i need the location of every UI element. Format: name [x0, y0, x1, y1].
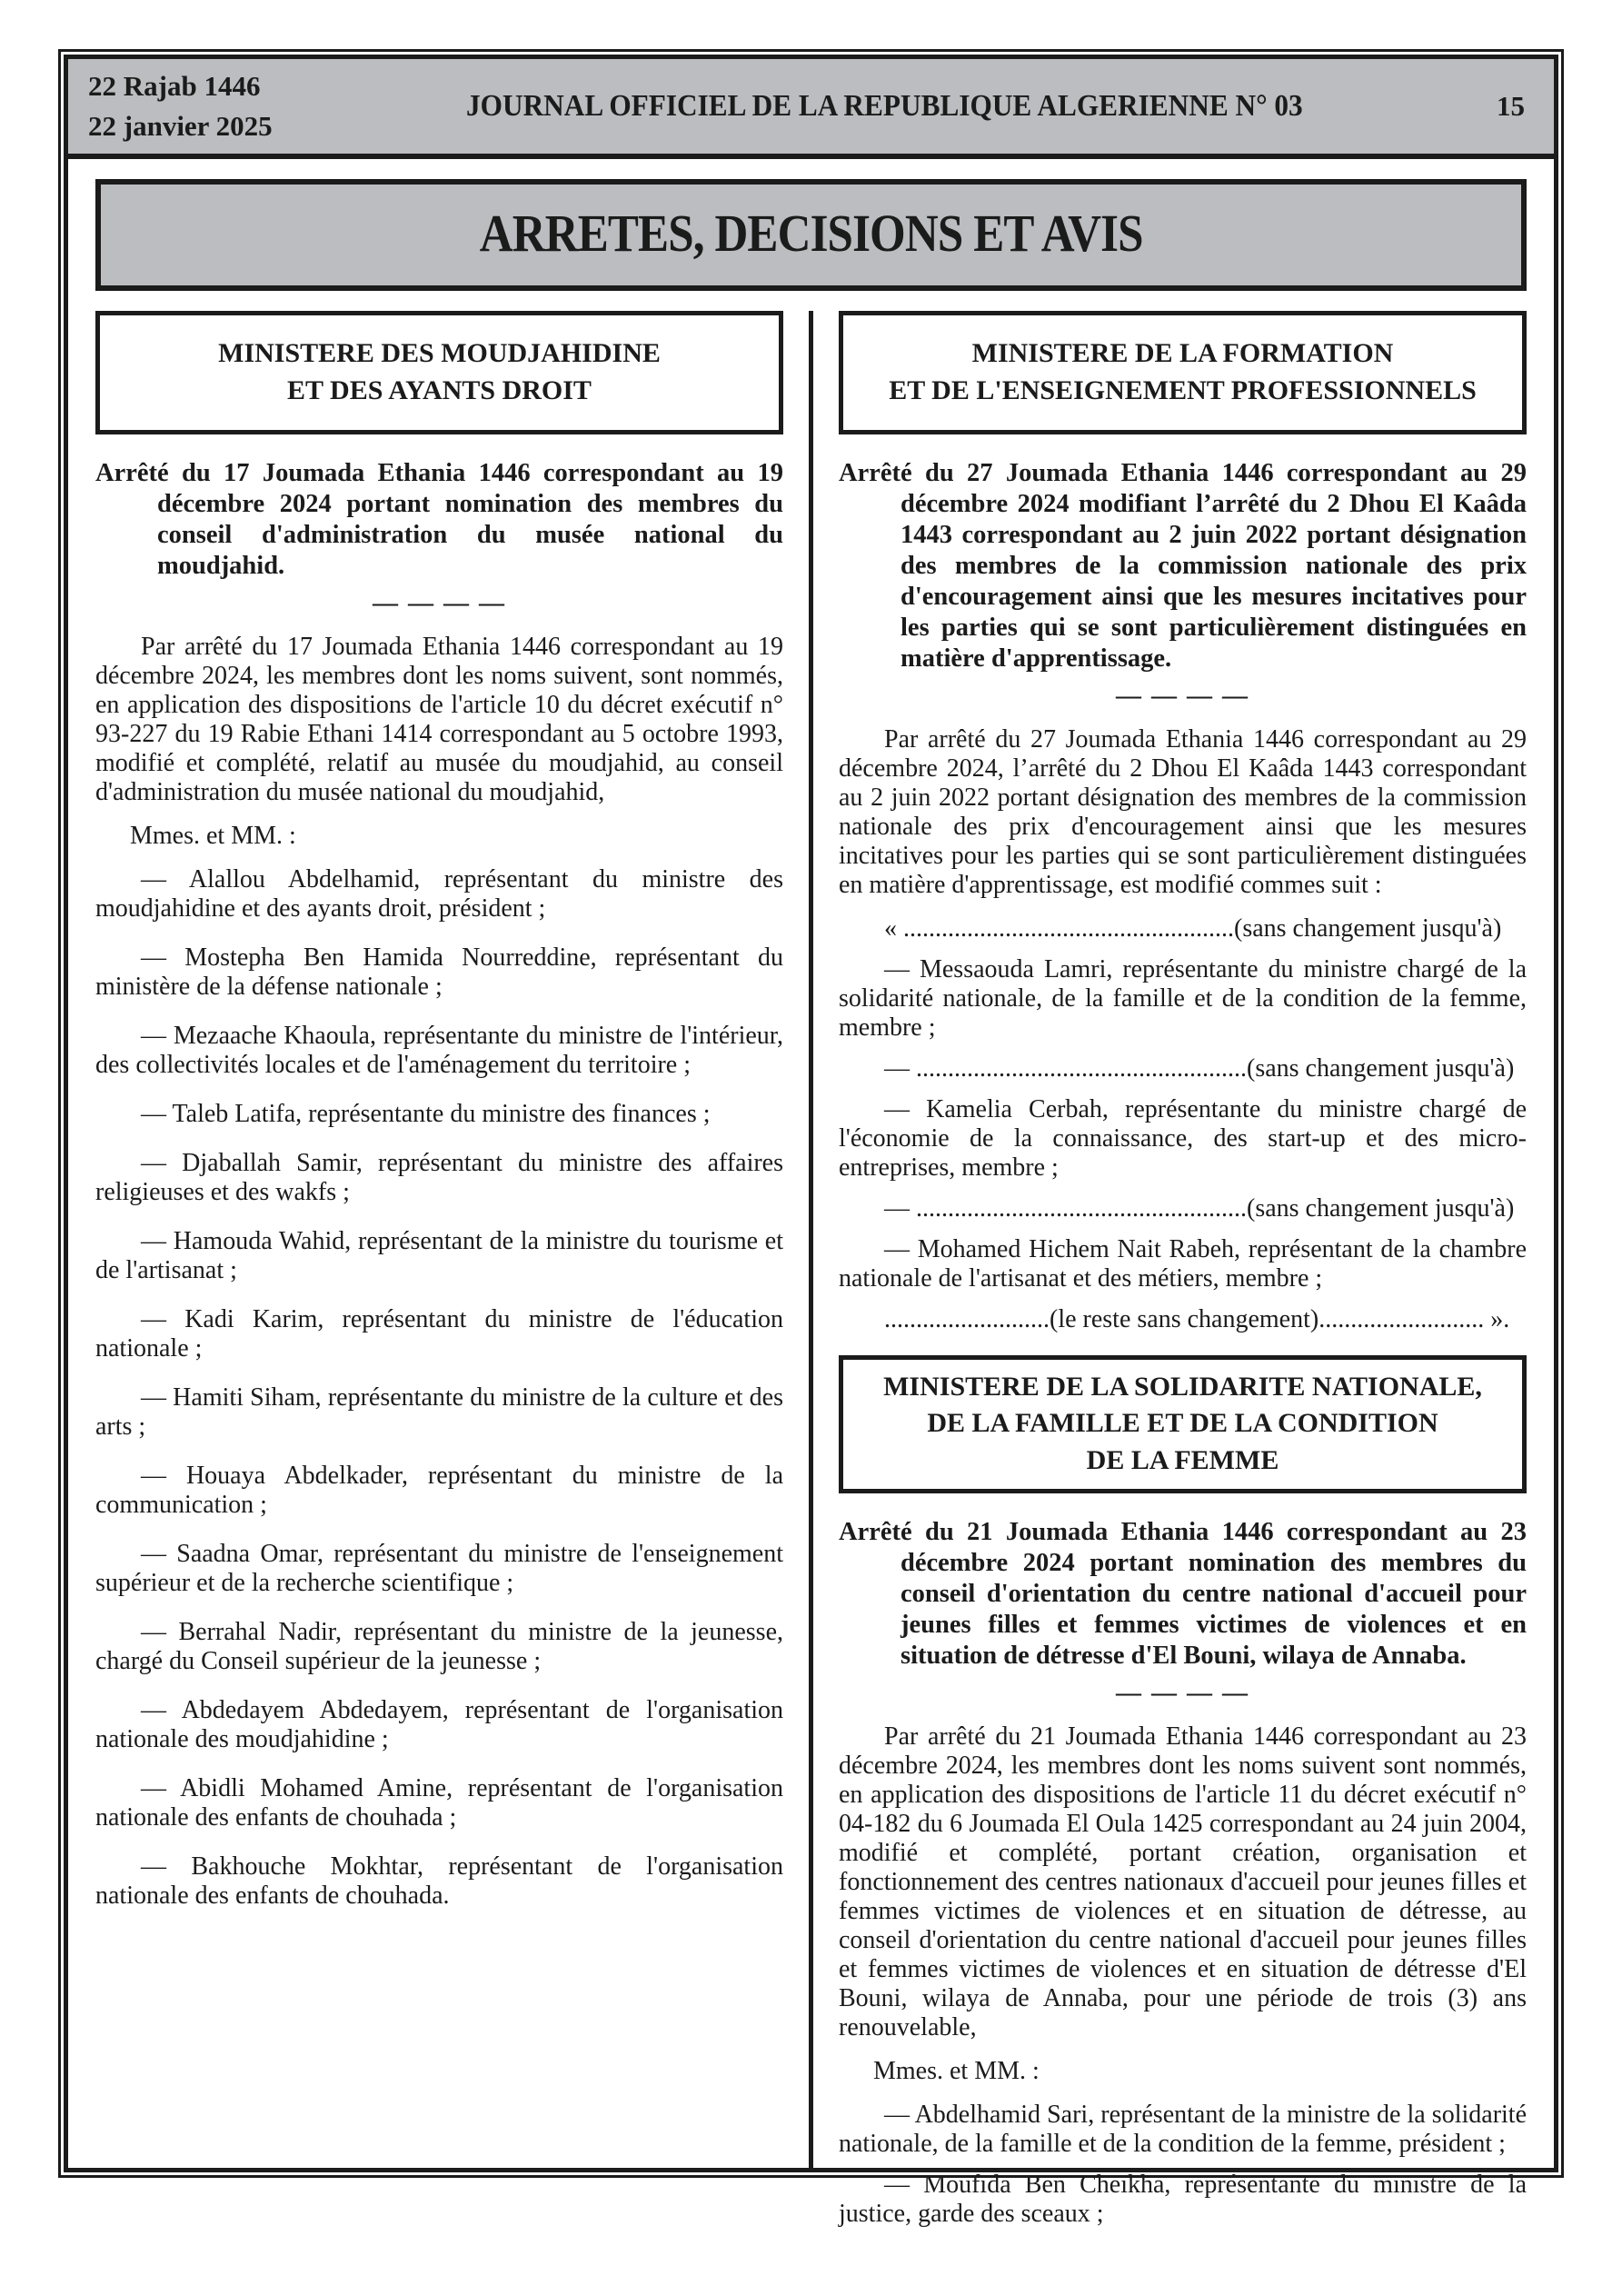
- modification-line: « ....................................................(sans changement jusqu'à): [884, 913, 1502, 943]
- ministry-box-line: MINISTERE DES MOUDJAHIDINE: [218, 338, 661, 369]
- page-number: 15: [1497, 90, 1525, 123]
- ministry-box-line: DE LA FEMME: [1086, 1445, 1279, 1476]
- decree-title-formation: Arrêté du 27 Joumada Ethania 1446 correspondant au 29 décembre 2024 modifiant l’arrêté du 2 Dhou El Kaâda 1443 correspondant au 2 juin 2022 portant désignation des membres de la commission nationale des prix d'encouragement ainsi que les mesures incitatives pour les parties qui se sont particulièrement distinguées en matière d'apprentissage.: [839, 458, 1527, 673]
- decree-intro-formation: Par arrêté du 27 Joumada Ethania 1446 correspondant au 29 décembre 2024, l’arrêté du 2 Dhou El Kaâda 1443 correspondant au 2 juin 2022 portant désignation des membres de la commission nationale des prix d'encouragement ainsi que les mesures incitatives pour les parties qui se sont particulièrement distinguées en matière d'apprentissage, est modifié commes suit :: [839, 724, 1527, 899]
- member-item: — Kadi Karim, représentant du ministre de l'éducation nationale ;: [95, 1304, 783, 1363]
- member-item: — Hamouda Wahid, représentant de la ministre du tourisme et de l'artisanat ;: [95, 1226, 783, 1284]
- member-item: — Hamiti Siham, représentante du ministre de la culture et des arts ;: [95, 1383, 783, 1441]
- section-banner-title: ARRETES, DECISIONS ET AVIS: [479, 204, 1143, 264]
- column-divider: [809, 311, 813, 2168]
- member-item: — Alallou Abdelhamid, représentant du ministre des moudjahidine et des ayants droit, président ;: [95, 864, 783, 923]
- member-item: — Djaballah Samir, représentant du ministre des affaires religieuses et des wakfs ;: [95, 1148, 783, 1206]
- masthead-dates: [88, 66, 273, 146]
- members-list-solidarite: [839, 2101, 1527, 2229]
- decree-intro-moudjahidine: Par arrêté du 17 Joumada Ethania 1446 correspondant au 19 décembre 2024, les membres dont les noms suivent, sont nommés, en application des dispositions de l'article 10 du décret exécutif n° 93-227 du 19 Rabie Ethani 1414 correspondant au 5 octobre 1993, modifié et complété, relatif au musée du moudjahid, au conseil d'administration du musée national du moudjahid,: [95, 632, 783, 806]
- ministry-box-line: MINISTERE DE LA FORMATION: [971, 338, 1394, 369]
- modification-line: — ....................................................(sans changement jusqu'à): [884, 1193, 1515, 1223]
- salutation-right: Mmes. et MM. :: [873, 2057, 1040, 2086]
- member-item: — Mostepha Ben Hamida Nourreddine, représentant du ministère de la défense nationale ;: [95, 943, 783, 1001]
- section-banner: [95, 179, 1527, 291]
- masthead: [68, 59, 1554, 159]
- members-list-moudjahidine: [95, 865, 783, 1911]
- ministry-box-line: MINISTERE DE LA SOLIDARITE NATIONALE,: [883, 1371, 1482, 1402]
- modification-line: — Kamelia Cerbah, représentante du ministre chargé de l'économie de la connaissance, des start-up et des micro-entreprises, membre ;: [839, 1094, 1527, 1182]
- ministry-box-solidarite: [839, 1355, 1527, 1493]
- section-gap: [839, 1346, 1527, 1352]
- hijri-date: 22 Rajab 1446: [88, 70, 261, 102]
- gregorian-date: 22 janvier 2025: [88, 110, 273, 143]
- member-item: — Mezaache Khaoula, représentante du ministre de l'intérieur, des collectivités locales et de l'aménagement du territoire ;: [95, 1021, 783, 1079]
- ministry-box-line: DE LA FAMILLE ET DE LA CONDITION: [927, 1408, 1438, 1439]
- member-item: — Moufida Ben Cheikha, représentante du ministre de la justice, garde des sceaux ;: [839, 2171, 1527, 2229]
- dash-separator: — — — —: [1116, 681, 1249, 710]
- salutation-left: Mmes. et MM. :: [130, 821, 296, 850]
- dash-separator: — — — —: [1116, 1679, 1249, 1708]
- member-item: — Abdedayem Abdedayem, représentant de l'organisation nationale des moudjahidine ;: [95, 1695, 783, 1753]
- ministry-box-formation: [839, 311, 1527, 434]
- member-item: — Bakhouche Mokhtar, représentant de l'organisation nationale des enfants de chouhada.: [95, 1852, 783, 1910]
- decree-intro-solidarite: Par arrêté du 21 Joumada Ethania 1446 correspondant au 23 décembre 2024, les membres dont les noms suivent sont nommés, en application des dispositions de l'article 11 du décret exécutif n° 04-182 du 6 Joumada El Oula 1425 correspondant au 24 juin 2004, modifié et complété, portant création, organisation et fonctionnement des centres nationaux d'accueil pour jeunes filles et femmes victimes de violences et en situation de détresse, au conseil d'orientation du centre national d'accueil pour jeunes filles et femmes victimes de violences et en situation de détresse d'El Bouni, wilaya de Annaba, pour une période de trois (3) ans renouvelable,: [839, 1722, 1527, 2042]
- member-item: — Taleb Latifa, représentante du ministre des finances ;: [141, 1099, 711, 1128]
- page-frame: [64, 55, 1558, 2229]
- member-item: — Berrahal Nadir, représentant du ministre de la jeunesse, chargé du Conseil supérieur de la jeunesse ;: [95, 1617, 783, 1675]
- journal-title: [289, 89, 1480, 124]
- ministry-box-line: ET DE L'ENSEIGNEMENT PROFESSIONNELS: [889, 374, 1477, 405]
- columns: [68, 305, 1554, 2229]
- modification-line: — ....................................................(sans changement jusqu'à): [884, 1053, 1515, 1083]
- modification-lines: [839, 914, 1527, 1334]
- dash-separator: — — — —: [373, 588, 506, 617]
- right-column: [839, 311, 1527, 2229]
- member-item: — Abdelhamid Sari, représentant de la ministre de la solidarité nationale, de la famille et de la condition de la femme, président ;: [839, 2101, 1527, 2159]
- modification-line: — Mohamed Hichem Nait Rabeh, représentant de la chambre nationale de l'artisanat et des métiers, membre ;: [839, 1234, 1527, 1293]
- decree-title-solidarite: Arrêté du 21 Joumada Ethania 1446 correspondant au 23 décembre 2024 portant nomination des membres du conseil d'orientation du centre national d'accueil pour jeunes filles et femmes victimes de violences et en situation de détresse d'El Bouni, wilaya de Annaba.: [839, 1518, 1527, 1671]
- member-item: — Houaya Abdelkader, représentant du ministre de la communication ;: [95, 1461, 783, 1519]
- modification-line: — Messaouda Lamri, représentante du ministre chargé de la solidarité nationale, de la famille et de la condition de la femme, membre ;: [839, 954, 1527, 1042]
- ministry-box-line: ET DES AYANTS DROIT: [287, 374, 592, 405]
- decree-title-moudjahidine: Arrêté du 17 Joumada Ethania 1446 correspondant au 19 décembre 2024 portant nomination des membres du conseil d'administration du musée national du moudjahid.: [95, 458, 783, 580]
- ministry-box-moudjahidine: [95, 311, 783, 434]
- member-item: — Abidli Mohamed Amine, représentant de l'organisation nationale des enfants de chouhada ;: [95, 1773, 783, 1832]
- modification-line: ..........................(le reste sans changement).......................... ».: [884, 1304, 1510, 1333]
- journal-title-text: JOURNAL OFFICIEL DE LA REPUBLIQUE ALGERIENNE N° 03: [465, 89, 1303, 124]
- left-column: [95, 311, 783, 2168]
- member-item: — Saadna Omar, représentant du ministre de l'enseignement supérieur et de la recherche scientifique ;: [95, 1539, 783, 1597]
